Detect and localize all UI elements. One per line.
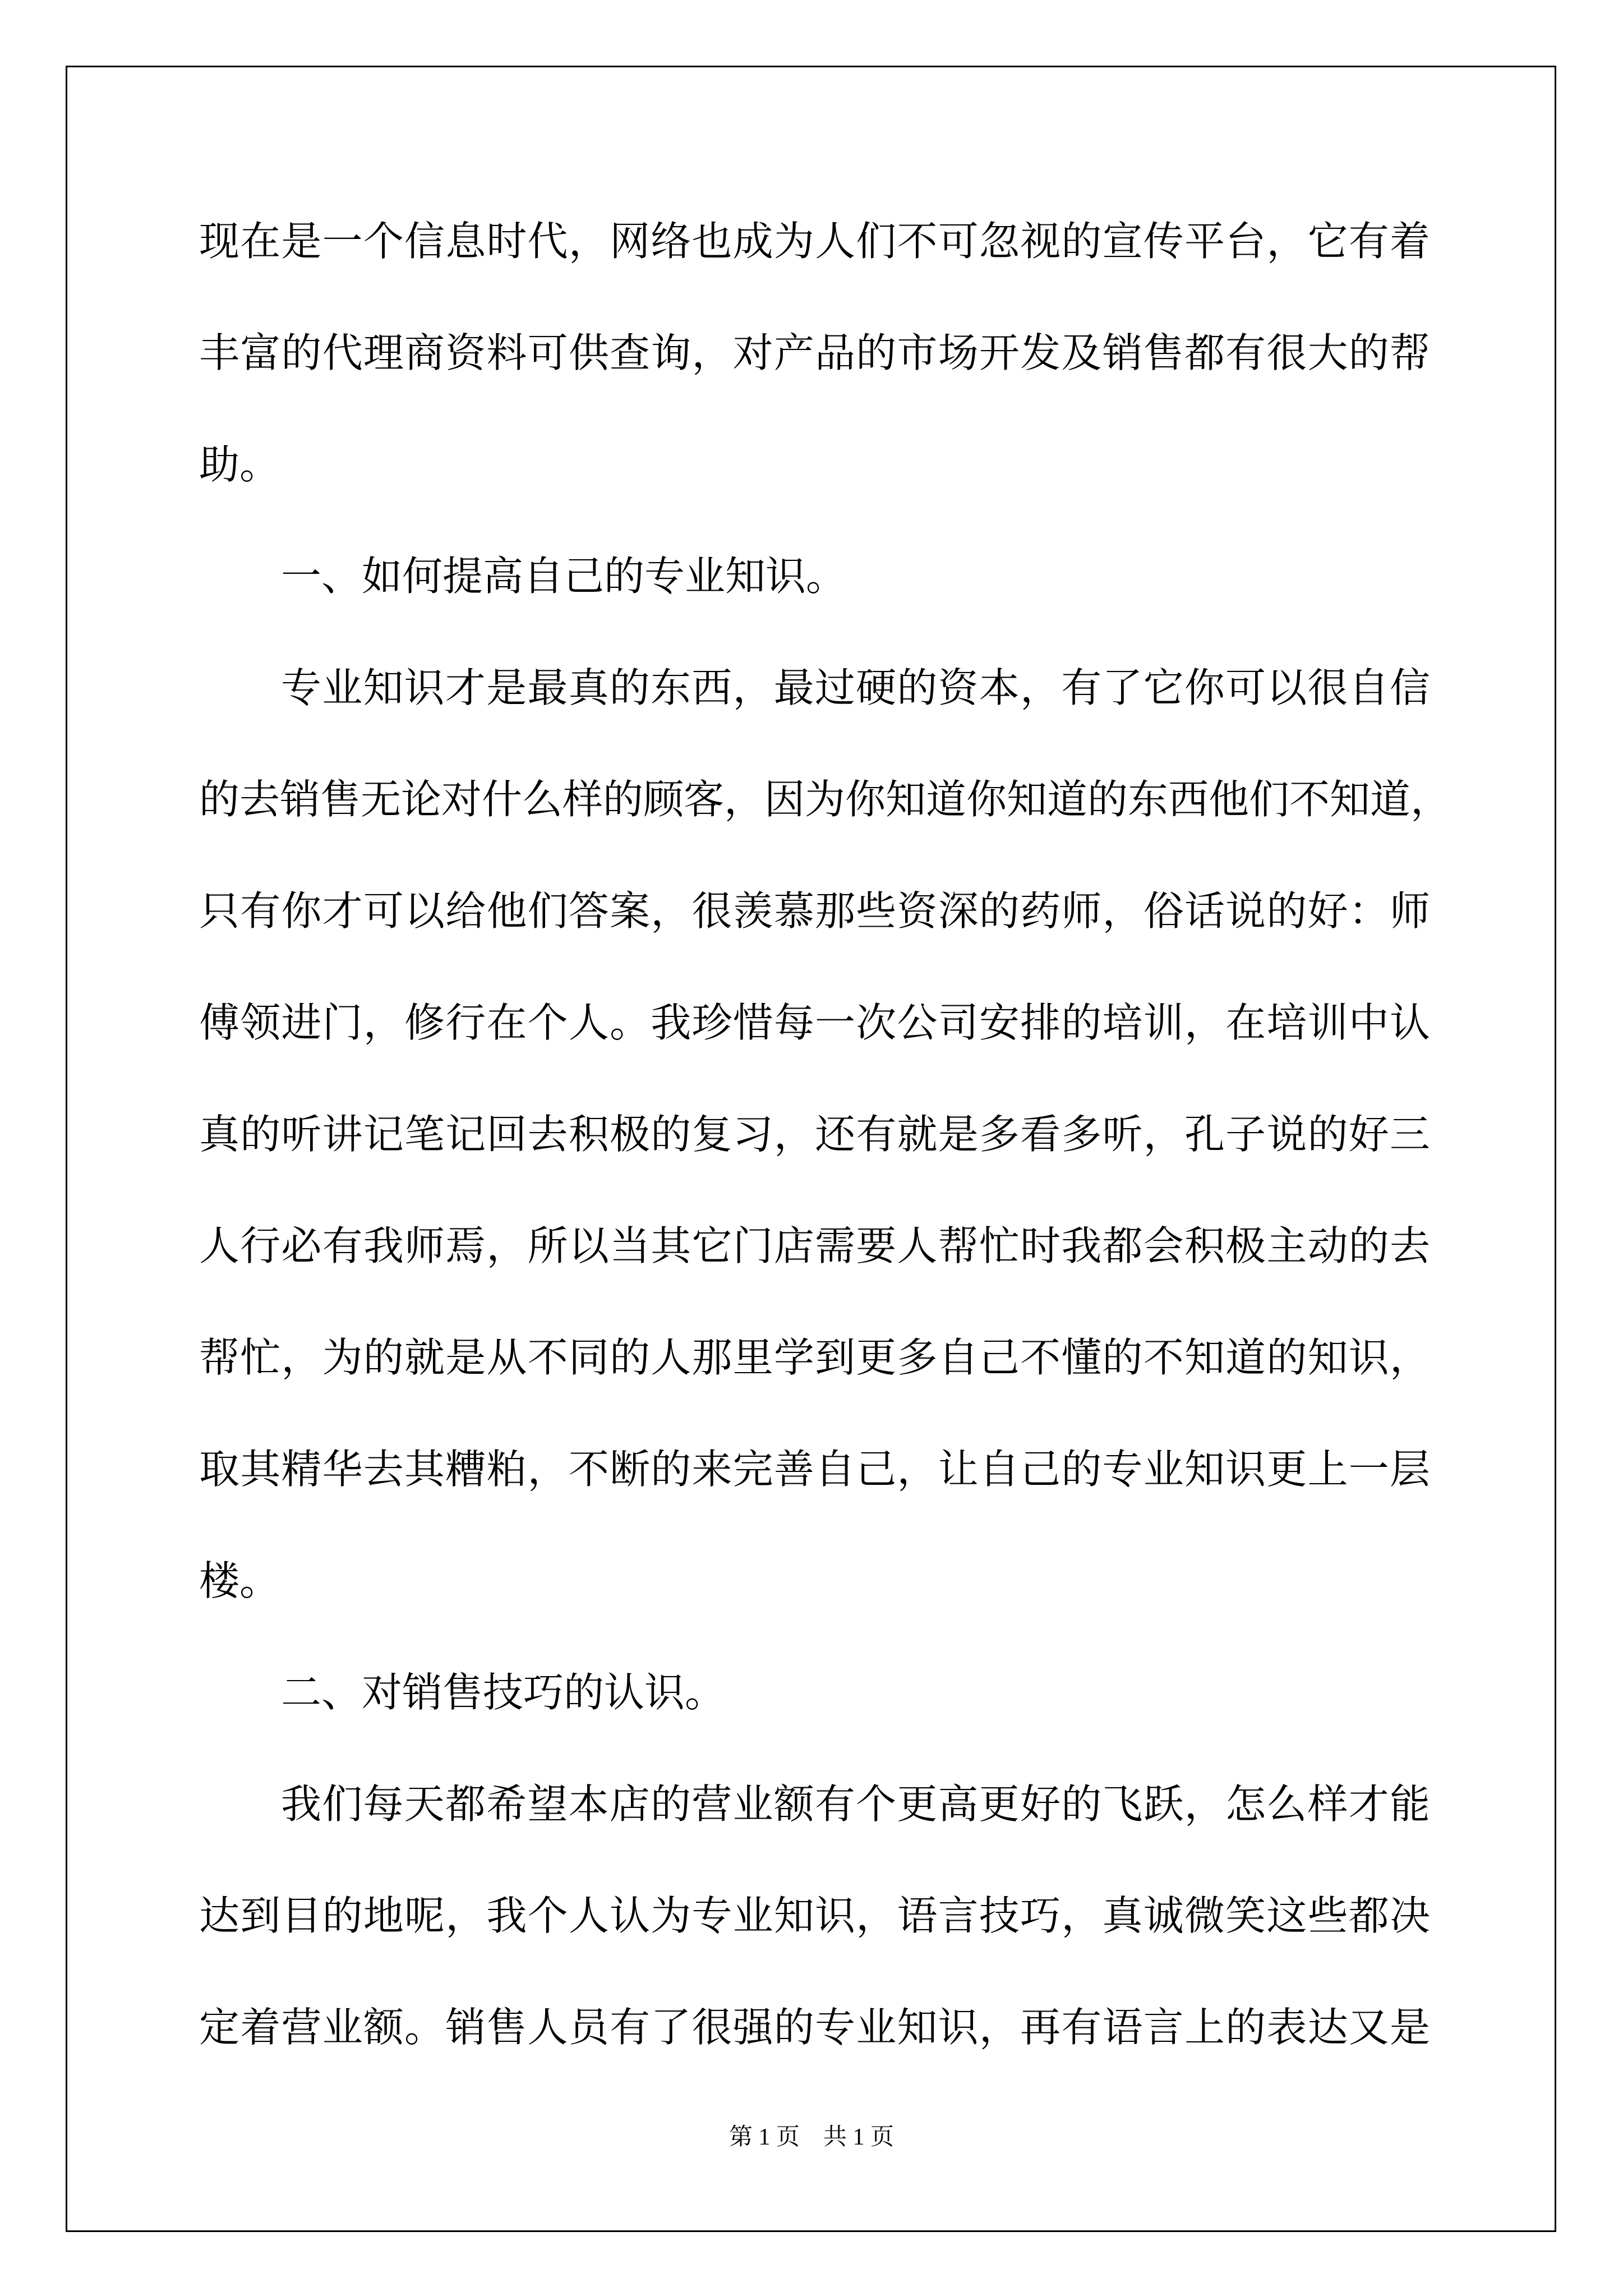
- text-line: 定着营业额。销售人员有了很强的专业知识，再有语言上的表达又是: [199, 2004, 1430, 2051]
- text-line: 现在是一个信息时代，网络也成为人们不可忽视的宣传平台，它有着: [199, 218, 1430, 265]
- page-number-footer: 第 1 页 共 1 页: [728, 2124, 894, 2150]
- section-heading: 二、对销售技巧的认识。: [281, 1669, 726, 1716]
- text-line: 楼。: [199, 1557, 280, 1604]
- text-line: 助。: [199, 441, 280, 488]
- text-line: 的去销售无论对什么样的顾客，因为你知道你知道的东西他们不知道，: [199, 776, 1451, 823]
- text-line: 只有你才可以给他们答案，很羡慕那些资深的药师，俗话说的好：师: [199, 887, 1430, 935]
- text-line: 帮忙，为的就是从不同的人那里学到更多自己不懂的不知道的知识，: [199, 1334, 1430, 1381]
- text-line: 丰富的代理商资料可供查询，对产品的市场开发及销售都有很大的帮: [199, 329, 1430, 376]
- text-line: 达到目的地呢，我个人认为专业知识，语言技巧，真诚微笑这些都决: [199, 1892, 1430, 1939]
- text-line: 真的听讲记笔记回去积极的复习，还有就是多看多听，孔子说的好三: [199, 1111, 1430, 1158]
- paragraph-first-line: 我们每天都希望本店的营业额有个更高更好的飞跃，怎么样才能: [281, 1780, 1430, 1828]
- text-line: 取其精华去其糟粕，不断的来完善自己，让自己的专业知识更上一层: [199, 1446, 1430, 1493]
- section-heading: 一、如何提高自己的专业知识。: [281, 553, 847, 600]
- text-line: 傅领进门，修行在个人。我珍惜每一次公司安排的培训，在培训中认: [199, 999, 1430, 1046]
- paragraph-first-line: 专业知识才是最真的东西，最过硬的资本，有了它你可以很自信: [281, 664, 1430, 711]
- text-line: 人行必有我师焉，所以当其它门店需要人帮忙时我都会积极主动的去: [199, 1222, 1430, 1269]
